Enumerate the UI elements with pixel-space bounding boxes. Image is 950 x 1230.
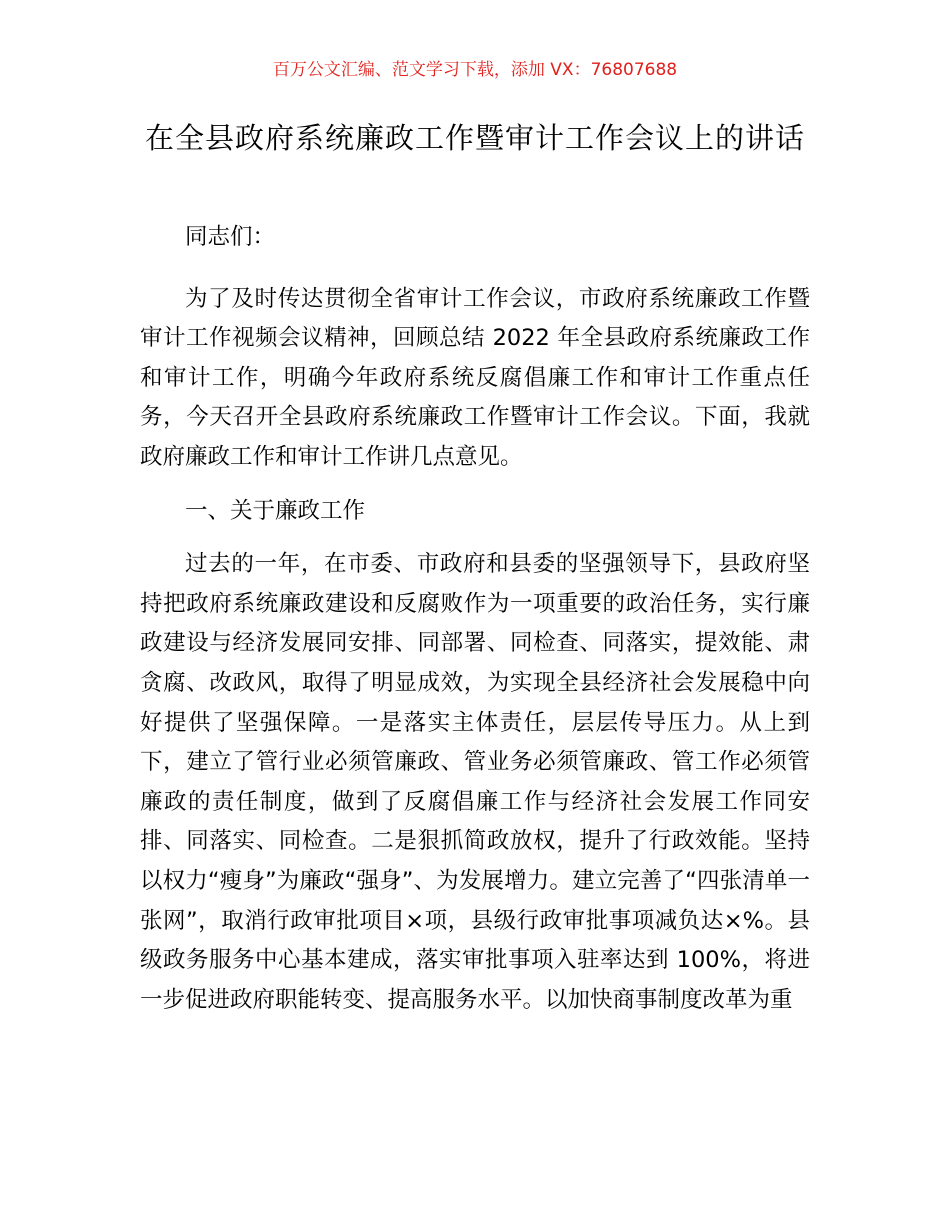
document-title: 在全县政府系统廉政工作暨审计工作会议上的讲话 (144, 121, 805, 155)
section-heading: 一、关于廉政工作 (185, 497, 366, 524)
paragraph-review: 过去的一年，在市委、市政府和县委的坚强领导下，县政府坚持把政府系统廉政建设和反腐败作为一项重要的政治任务，实行廉政建设与经济发展同安排、同部署、同检查、同落实，提效能、肃贪腐、改政风，取得了明显成效，为实现全县经济社会发展稳中向好提供了坚强保障。一是落实主体责任，层层传导压力。从上到下，建立了管行业必须管廉政、管业务必须管廉政、管工作必须管廉政的责任制度，做到了反腐倡廉工作与经济社会发展工作同安排、同落实、同检查。二是狠抓简政放权，提升了行政效能。坚持以权力“瘦身”为廉政“强身”、为发展增力。建立完善了“四张清单一张网”，取消行政审批项目×项，县级行政审批事项减负达×%。县级政务服务中心基本建成，落实审批事项入驻率达到 100%，将进一步促进政府职能转变、提高服务水平。以加快商事制度改革为重 (140, 551, 810, 1013)
document-body (140, 218, 810, 1034)
watermark-text: 百万公文汇编、范文学习下载，添加 VX：76807688 (272, 60, 678, 80)
greeting: 同志们： (185, 224, 276, 250)
paragraph-intro: 为了及时传达贯彻全省审计工作会议，市政府系统廉政工作暨审计工作视频会议精神，回顾总结 2022 年全县政府系统廉政工作和审计工作，明确今年政府系统反腐倡廉工作和审计工作重点任务，今天召开全县政府系统廉政工作暨审计工作会议。下面，我就政府廉政工作和审计工作讲几点意见。 (140, 285, 810, 470)
